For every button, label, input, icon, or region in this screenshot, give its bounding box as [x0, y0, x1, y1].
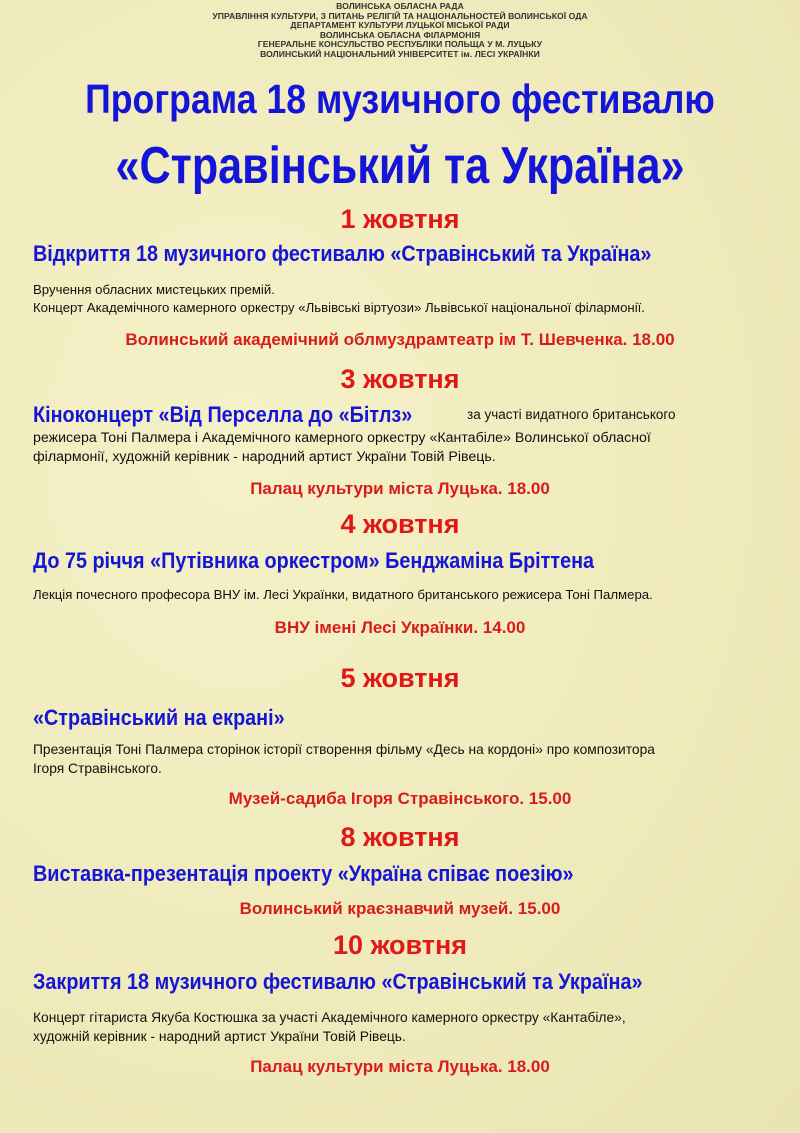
event-title-main: Кіноконцерт «Від Перселла до «Бітлз» — [33, 402, 413, 427]
organizers-list — [0, 2, 800, 60]
organizer-line: ГЕНЕРАЛЬНЕ КОНСУЛЬСТВО РЕСПУБЛІКИ ПОЛЬЩА У М. ЛУЦЬКУ — [257, 39, 543, 50]
event-date: 10 жовтня — [332, 930, 468, 960]
event-venue: Палац культури міста Луцька. 18.00 — [250, 1057, 550, 1076]
organizer-line: УПРАВЛІННЯ КУЛЬТУРИ, З ПИТАНЬ РЕЛІГІЙ ТА НАЦІОНАЛЬНОСТЕЙ ВОЛИНСЬКОЇ ОДА — [212, 10, 588, 21]
event-date: 1 жовтня — [340, 204, 460, 234]
organizer-line: ВОЛИНСЬКИЙ НАЦІОНАЛЬНИЙ УНІВЕРСИТЕТ ім. ЛЕСІ УКРАЇНКИ — [260, 48, 540, 59]
event-title-suffix: за участі видатного британського — [467, 407, 676, 422]
description-line: режисера Тоні Палмера і Академічного камерного оркестру «Кантабіле» Волинської обласної — [33, 430, 651, 446]
festival-name: «Стравінський та Україна» — [115, 137, 685, 195]
description-line: Концерт гітариста Якуба Костюшка за участі Академічного камерного оркестру «Кантабіле», — [33, 1010, 626, 1025]
event-description — [33, 429, 651, 467]
organizer-line: ВОЛИНСЬКА ОБЛАСНА РАДА — [336, 1, 464, 11]
event-venue: ВНУ імені Лесі Українки. 14.00 — [274, 618, 526, 637]
event-date: 3 жовтня — [340, 364, 460, 394]
event-description — [33, 281, 645, 317]
event-title: Виставка-презентація проекту «Україна співає поезію» — [33, 861, 574, 886]
event-description — [33, 740, 655, 778]
organizer-line: ДЕПАРТАМЕНТ КУЛЬТУРИ ЛУЦЬКОЇ МІСЬКОЇ РАДИ — [290, 20, 510, 31]
event-venue: Волинський академічний облмуздрамтеатр ім Т. Шевченка. 18.00 — [125, 330, 675, 349]
description-line: Концерт Академічного камерного оркестру «Львівські віртуози» Львівської національної філармонії. — [33, 300, 645, 315]
description-line: Вручення обласних мистецьких премій. — [33, 282, 275, 297]
description-line: художній керівник - народний артист України Товій Рівець. — [33, 1029, 406, 1044]
event-date: 5 жовтня — [340, 663, 460, 693]
event-title: До 75 річчя «Путівника оркестром» Бенджаміна Бріттена — [33, 548, 595, 573]
event-venue: Волинський краєзнавчий музей. 15.00 — [239, 899, 561, 918]
event-description — [33, 1008, 626, 1046]
description-line: Ігоря Стравінського. — [33, 761, 162, 776]
event-venue: Музей-садиба Ігоря Стравінського. 15.00 — [228, 789, 572, 808]
event-title — [33, 402, 412, 428]
description-line: Лекція почесного професора ВНУ ім. Лесі Українки, видатного британського режисера Тоні Палмера. — [33, 587, 653, 602]
description-line: Презентація Тоні Палмера сторінок історії створення фільму «Десь на кордоні» про композитора — [33, 742, 655, 757]
organizer-line: ВОЛИНСЬКА ОБЛАСНА ФІЛАРМОНІЯ — [319, 29, 481, 40]
event-title: Закриття 18 музичного фестивалю «Стравінський та Україна» — [33, 969, 643, 994]
program-title: Програма 18 музичного фестивалю — [85, 76, 715, 122]
event-date: 8 жовтня — [340, 822, 460, 852]
event-date: 4 жовтня — [340, 509, 460, 539]
event-description — [33, 586, 653, 604]
description-line: філармонії, художній керівник - народний артист України Товій Рівець. — [33, 449, 496, 465]
event-venue: Палац культури міста Луцька. 18.00 — [250, 479, 550, 498]
event-title: Відкриття 18 музичного фестивалю «Стравінський та Україна» — [33, 241, 652, 266]
event-title: «Стравінський на екрані» — [33, 705, 285, 730]
